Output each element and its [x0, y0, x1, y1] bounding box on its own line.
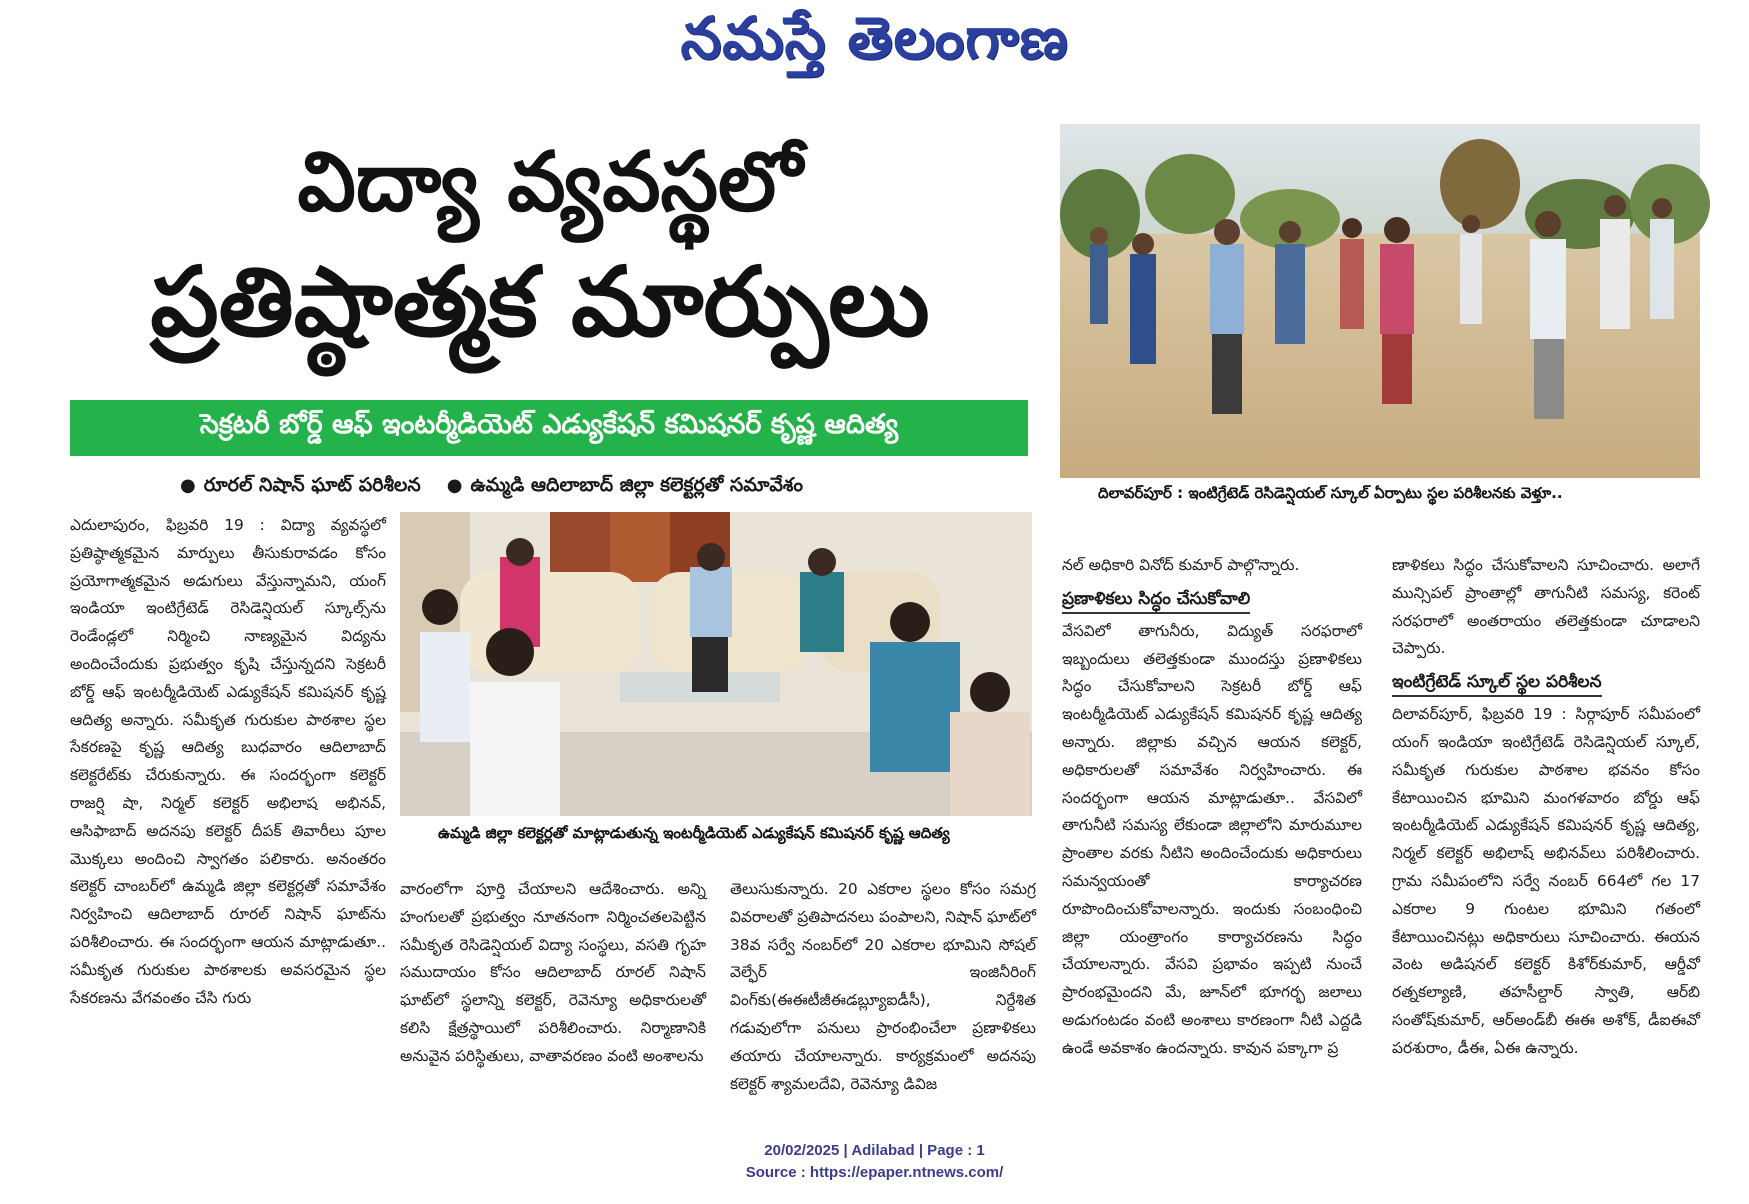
article-paragraph: దిలావర్‌పూర్, ఫిబ్రవరి 19 : సిర్గాపూర్ సమీపంలో యంగ్ ఇండియా ఇంటిగ్రేటెడ్ రెసిడెన్షియల్ స్కూల్, సమీకృత గురుకుల పాఠశాల భవనం కోసం కేటాయించిన భూమిని మంగళవారం బోర్డు ఆఫ్ ఇంటర్మీడియెట్ ఎడ్యుకేషన్ కమిషనర్ కృష్ణ ఆదిత్య, నిర్మల్ కలెక్టర్ అభిలాష్ అభినవ్‌లు పరిశీలించారు. గ్రామ సమీపంలోని సర్వే నంబర్ 664లో గల 17 ఎకరాల 9 గుంటల భూమిని గతంలో కేటాయించినట్లు అధికారులు సూచించారు. ఈయన వెంట అడిషనల్ కలెక్టర్ కిశోర్‌కుమార్, ఆర్డీవో రత్నకల్యాణి, తహసీల్దార్ స్వాతి, ఆర్‌బి సంతోష్‌కుమార్, ఆర్‌అండ్‌బీ ఈఈ అశోక్, డీఐఈవో పరశురాం, డీఈ, ఏఈ ఉన్నారు. [1392, 705, 1700, 1057]
photo-caption-top: దిలావర్‌పూర్ : ఇంటిగ్రేటెడ్ రెసిడెన్షియల్ స్కూల్ ఏర్పాటు స్థల పరిశీలనకు వెళ్తూ.. [1098, 484, 1563, 502]
subheadline-band [70, 400, 1028, 456]
article-paragraph: వారంలోగా పూర్తి చేయాలని ఆదేశించారు. అన్ని హంగులతో ప్రభుత్వం నూతనంగా నిర్మించతలపెట్టిన సమీకృత రెసిడెన్షియల్ విద్యా సంస్థలు, వసతి గృహ సముదాయం కోసం ఆదిలాబాద్ రూరల్ నిషాన్ ఘాట్‌లో స్థలాన్ని కలెక్టర్, రెవెన్యూ అధికారులతో కలిసి క్షేత్రస్థాయిలో పరిశీలించారు. నిర్మాణానికి అనువైన పరిస్థితులు, వాతావరణం వంటి అంశాలను [400, 880, 706, 1065]
article-paragraph: వేసవిలో తాగునీరు, విద్యుత్ సరఫరాలో ఇబ్బందులు తలెత్తకుండా ముందస్తు ప్రణాళికలు సిద్ధం చేసుకోవాలని సెక్రటరీ బోర్డ్ ఆఫ్ ఇంటర్మీడియెట్ ఎడ్యుకేషన్ కమిషనర్ కృష్ణ ఆదిత్య అన్నారు. జిల్లాకు వచ్చిన ఆయన కలెక్టర్, అధికారులతో సమావేశం నిర్వహించారు. ఈ సందర్భంగా ఆయన మాట్లాడుతూ.. వేసవిలో తాగునీటి సమస్య లేకుండా జిల్లాలోని మారుమూల ప్రాంతాల వరకు నీటిని అందించేందుకు అధికారులు సమన్వయంతో కార్యాచరణ రూపొందించుకోవాలన్నారు. ఇందుకు సంబంధించి జిల్లా యంత్రాంగం కార్యాచరణను సిద్ధం చేయాలన్నారు. వేసవి ప్రభావం ఇప్పటి నుంచే ప్రారంభమైందని మే, జూన్‌లో భూగర్భ జలాలు అడుగంటడం వంటి అంశాలు కారణంగా నీటి ఎద్దడి ఉండే అవకాశం ఉందన్నారు. కావున పక్కాగా ప్ర [1062, 621, 1362, 1057]
newspaper-masthead: నమస్తే తెలంగాణ [680, 4, 1069, 72]
article-paragraph: ణాళికలు సిద్ధం చేసుకోవాలని సూచించారు. అలాగే మున్సిపల్ ప్రాంతాల్లో తాగునీటి సమస్య, కరెంట్ సరఫరాలో అంతరాయం తలెత్తకుండా చూడాలని చెప్పారు. [1392, 556, 1700, 658]
article-column-2 [400, 876, 706, 1076]
section-subheading: ప్రణాళికలు సిద్ధం చేసుకోవాలి [1062, 586, 1250, 614]
article-column-1 [70, 512, 386, 1072]
article-column-5 [1392, 552, 1700, 1076]
bullet-item [447, 474, 803, 501]
section-subheading: ఇంటిగ్రేటెడ్ స్కూల్ స్థల పరిశీలన [1392, 669, 1602, 697]
meeting-photo [400, 512, 1032, 816]
article-paragraph: ఎదులాపురం, ఫిబ్రవరి 19 : విద్యా వ్యవస్థలో ప్రతిష్ఠాత్మకమైన మార్పులు తీసుకురావడం కోసం ప్రయోగాత్మకమైన అడుగులు వేస్తున్నామని, యంగ్ ఇండియా ఇంటిగ్రేటెడ్ రెసిడెన్షియల్ స్కూల్స్‌ను రెండేండ్లలో నిర్మించి నాణ్యమైన విద్యను అందించేందుకు ప్రభుత్వం కృషి చేస్తున్నదని సెక్రటరీ బోర్డ్ ఆఫ్ ఇంటర్మీడియెట్ ఎడ్యుకేషన్ కమిషనర్ కృష్ణ ఆదిత్య అన్నారు. సమీకృత గురుకుల పాఠశాల స్థల సేకరణపై కృష్ణ ఆదిత్య బుధవారం ఆదిలాబాద్ కలెక్టరేట్‌కు చేరుకున్నారు. ఈ సందర్భంగా కలెక్టర్ రాజర్షి షా, నిర్మల్ కలెక్టర్ అభిలాష అభినవ్, ఆసిఫాబాద్ అదనపు కలెక్టర్ దీపక్ తివారీలు పూల మొక్కలు అందించి స్వాగతం పలికారు. అనంతరం కలెక్టర్ చాంబర్‌లో ఉమ్మడి జిల్లా కలెక్టర్లతో సమావేశం నిర్వహించి ఆదిలాబాద్ రూరల్ నిషాన్ ఘాట్‌ను పరిశీలించారు. ఈ సందర్భంగా ఆయన మాట్లాడుతూ.. సమీకృత గురుకుల పాఠశాలకు అవసరమైన స్థల సేకరణను వేగవంతం చేసి గురు [70, 516, 386, 1007]
article-paragraph: తెలుసుకున్నారు. 20 ఎకరాల స్థలం కోసం సమగ్ర వివరాలతో ప్రతిపాదనలు పంపాలని, నిషాన్ ఘాట్‌లో 38వ సర్వే నంబర్‌లో 20 ఎకరాల భూమిని సోషల్ వెల్ఫేర్ ఇంజినీరింగ్ వింగ్‌కు(ఈఈటీజీఈడబ్ల్యూఐడీసీ), నిర్దేశిత గడువులోగా పనులు ప్రారంభించేలా ప్రణాళికలు తయారు చేయాలన్నారు. కార్యక్రమంలో అదనపు కలెక్టర్ శ్యామలదేవి, రెవెన్యూ డివిజ [730, 880, 1036, 1093]
article-paragraph: నల్ అధికారి వినోద్ కుమార్ పాల్గొన్నారు. [1062, 556, 1300, 574]
highlight-bullets [180, 474, 1020, 501]
footer-source-link[interactable]: Source : https://epaper.ntnews.com/ [745, 1164, 1004, 1181]
bullet-dot-icon: ● [180, 475, 196, 496]
headline-line-1: విద్యా వ్యవస్థలో [297, 135, 803, 230]
article-column-4 [1062, 552, 1362, 1076]
bullet-item [180, 474, 421, 501]
site-inspection-photo [1060, 124, 1700, 478]
bullet-text: ఉమ్మడి ఆదిలాబాద్ జిల్లా కలెక్టర్లతో సమావేశం [470, 474, 803, 496]
bullet-dot-icon: ● [446, 475, 463, 496]
subheadline-text: సెక్రటరీ బోర్డ్ ఆఫ్ ఇంటర్మీడియెట్ ఎడ్యుకేషన్ కమిషనర్ కృష్ణ ఆదిత్య [199, 409, 899, 440]
photo-caption-mid: ఉమ్మడి జిల్లా కలెక్టర్లతో మాట్లాడుతున్న ఇంటర్మీడియెట్ ఎడ్యుకేషన్ కమిషనర్ కృష్ణ ఆదిత్య [438, 824, 950, 842]
adjacent-article-edge [1724, 330, 1746, 530]
article-column-3 [730, 876, 1036, 1093]
footer-edition-info: 20/02/2025 | Adilabad | Page : 1 [764, 1142, 985, 1159]
bullet-text: రూరల్ నిషాన్ ఘాట్ పరిశీలన [203, 474, 421, 496]
headline-line-2: ప్రతిష్ఠాత్మక మార్పులు [150, 246, 930, 358]
